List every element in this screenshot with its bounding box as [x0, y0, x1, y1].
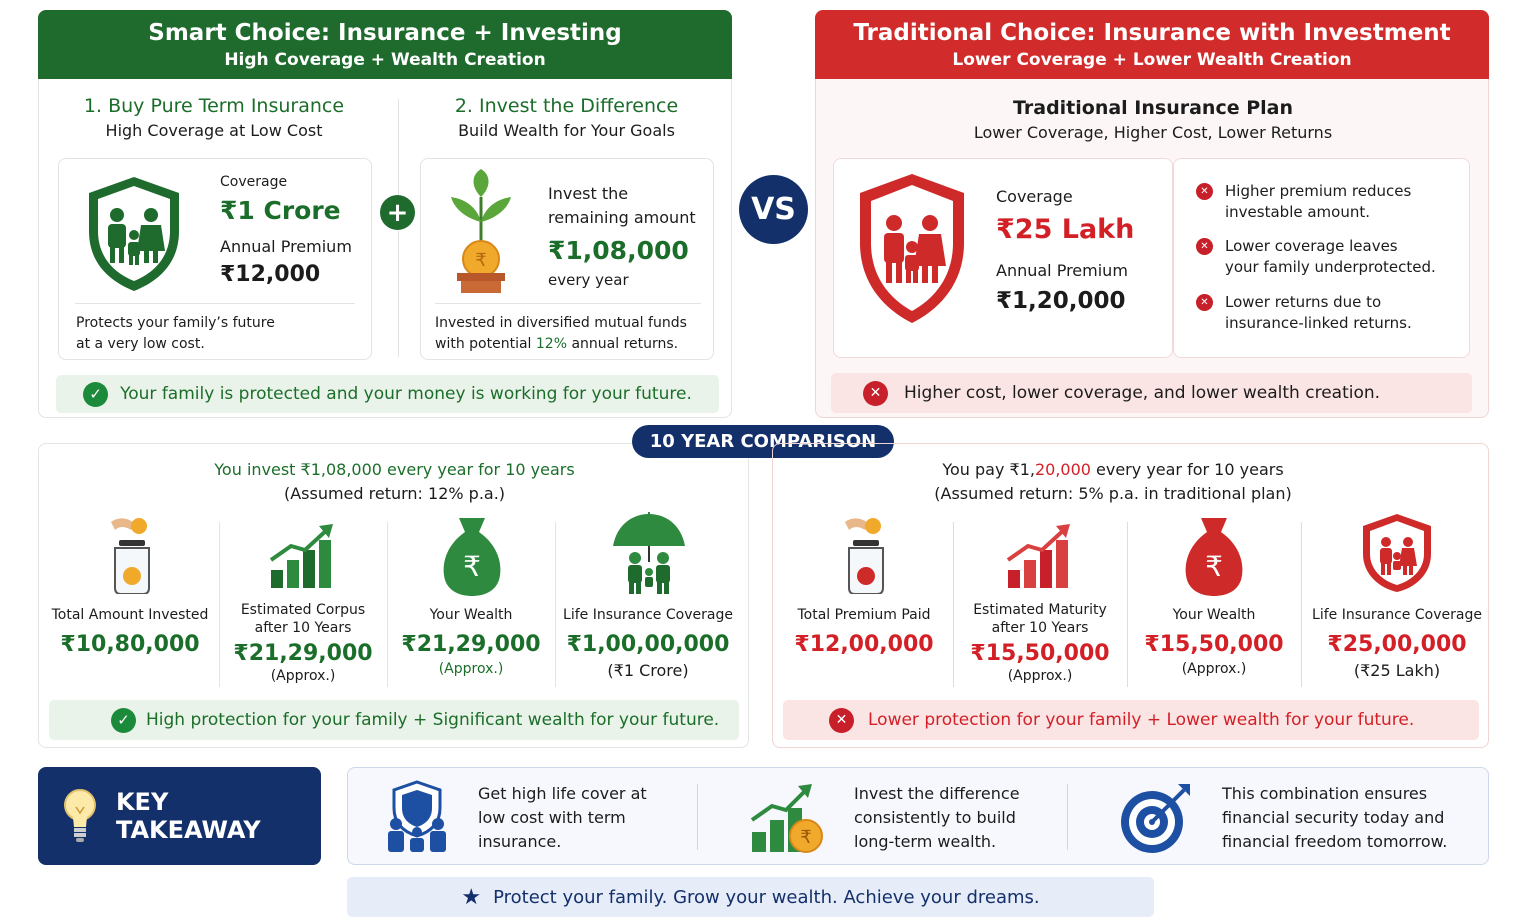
invest-amount: ₹1,08,000	[548, 236, 689, 265]
traditional-coverage-card	[833, 158, 1173, 358]
traditional-choice-panel	[815, 10, 1489, 418]
comparison-right-banner	[783, 700, 1479, 740]
metric-note: (Approx.)	[270, 668, 336, 684]
metric-label: Total Amount Invested	[51, 607, 209, 623]
money-bag-icon	[439, 516, 505, 596]
family-shield-blue-icon	[382, 780, 452, 852]
metric-label: Your Wealth	[429, 607, 513, 623]
target-icon	[1118, 780, 1194, 856]
plus-icon: +	[380, 195, 415, 230]
metric-note: (Approx.)	[1181, 661, 1247, 677]
traditional-banner	[831, 373, 1472, 413]
step2-subtitle: Build Wealth for Your Goals	[458, 121, 675, 140]
step1-subtitle: High Coverage at Low Cost	[105, 121, 323, 140]
step1-title: 1. Buy Pure Term Insurance	[83, 95, 345, 117]
growth-coin-icon	[748, 782, 828, 854]
takeaway-panel	[347, 767, 1489, 865]
takeaway-item: Invest the difference consistently to build long-term wealth.	[854, 784, 1020, 851]
coin-jar-red-icon	[839, 514, 891, 594]
smart-choice-header	[38, 10, 732, 79]
key-takeaway-box	[38, 767, 321, 865]
metric-value: ₹15,50,000	[970, 641, 1110, 666]
coin-jar-icon	[105, 514, 157, 594]
traditional-coverage-label: Coverage	[996, 187, 1073, 206]
term-note-line1: Protects your family’s future	[76, 315, 275, 331]
metric-label-line2: after 10 Years	[991, 620, 1089, 636]
traditional-coverage-value: ₹25 Lakh	[996, 214, 1135, 245]
takeaway-item: Get high life cover at low cost with term insurance.	[478, 784, 647, 851]
traditional-banner-text: Higher cost, lower coverage, and lower wealth creation.	[904, 383, 1381, 403]
comparison-left-banner	[49, 700, 739, 740]
metric-label: Life Insurance Coverage	[1312, 607, 1482, 623]
footer-banner	[347, 877, 1154, 917]
metric-label: Estimated Maturity	[973, 602, 1107, 618]
metric-label: Total Premium Paid	[797, 607, 931, 623]
smart-choice-banner-text: Your family is protected and your money is working for your future.	[120, 384, 692, 404]
star-icon: ★	[461, 884, 482, 910]
metric-label: Life Insurance Coverage	[563, 607, 733, 623]
growth-chart-red-icon	[1004, 524, 1074, 590]
smart-choice-panel	[38, 10, 732, 418]
metric-label-line2: after 10 Years	[254, 620, 352, 636]
term-premium-value: ₹12,000	[220, 262, 321, 287]
growth-chart-icon	[267, 524, 337, 590]
comparison-left-panel	[38, 443, 749, 748]
metric-value: ₹15,50,000	[1144, 632, 1284, 657]
metric-label: Your Wealth	[1172, 607, 1256, 623]
term-note-line2: at a very low cost.	[76, 336, 205, 352]
metric-note: (₹25 Lakh)	[1353, 661, 1441, 680]
lightbulb-icon	[62, 787, 98, 845]
family-shield-red-icon	[856, 171, 968, 325]
traditional-plan-title: Traditional Insurance Plan	[1013, 97, 1293, 119]
traditional-choice-subtitle: Lower Coverage + Lower Wealth Creation	[952, 49, 1352, 70]
metric-note: (Approx.)	[438, 661, 504, 677]
metric-value: ₹25,00,000	[1327, 632, 1467, 657]
invest-note-line1: Invested in diversified mutual funds	[435, 315, 687, 331]
comparison-label: 10 YEAR COMPARISON	[632, 425, 894, 458]
con-item: ✕ Lower returns due to insurance-linked returns.	[1196, 292, 1412, 334]
money-bag-red-icon	[1181, 516, 1247, 596]
key-takeaway-label: KEY TAKEAWAY	[115, 788, 261, 844]
comparison-left-line1: You invest ₹1,08,000 every year for 10 years	[214, 460, 575, 479]
footer-text: Protect your family. Grow your wealth. Achieve your dreams.	[493, 886, 1040, 908]
metric-note: (Approx.)	[1007, 668, 1073, 684]
traditional-plan-subtitle: Lower Coverage, Higher Cost, Lower Returns	[973, 123, 1333, 142]
cross-icon: ✕	[863, 381, 888, 406]
traditional-cons-card	[1173, 158, 1470, 358]
family-shield-icon	[81, 173, 187, 293]
metric-value: ₹21,29,000	[233, 641, 373, 666]
traditional-choice-header	[815, 10, 1489, 79]
umbrella-family-icon	[611, 512, 687, 594]
invest-label-line2: remaining amount	[548, 208, 696, 227]
invest-note-line2: with potential 12% annual returns.	[435, 336, 679, 352]
smart-choice-title: Smart Choice: Insurance + Investing	[148, 19, 622, 46]
svg-text:₹: ₹	[475, 250, 487, 271]
takeaway-item: This combination ensures financial security today and financial freedom tomorrow.	[1222, 784, 1448, 851]
term-insurance-card	[58, 158, 372, 360]
family-shield-red-small-icon	[1361, 512, 1433, 594]
metric-value: ₹10,80,000	[60, 632, 200, 657]
metric-value: ₹12,00,000	[794, 632, 934, 657]
term-premium-label: Annual Premium	[220, 237, 352, 256]
comparison-right-banner-text: Lower protection for your family + Lower wealth for your future.	[868, 710, 1415, 730]
smart-choice-banner	[56, 375, 719, 413]
svg-text:₹: ₹	[800, 827, 812, 848]
traditional-choice-title: Traditional Choice: Insurance with Investment	[853, 19, 1451, 46]
con-item: ✕ Lower coverage leaves your family underprotected.	[1196, 236, 1436, 278]
metric-value: ₹21,29,000	[401, 632, 541, 657]
traditional-premium-value: ₹1,20,000	[996, 288, 1126, 314]
smart-choice-subtitle: High Coverage + Wealth Creation	[224, 49, 546, 70]
cross-icon: ✕	[1196, 294, 1213, 311]
cross-icon: ✕	[829, 708, 854, 733]
check-icon: ✓	[83, 382, 108, 407]
con-item: ✕ Higher premium reduces investable amount.	[1196, 181, 1411, 223]
metric-label: Estimated Corpus	[240, 602, 366, 618]
comparison-right-panel	[772, 443, 1489, 748]
term-coverage-value: ₹1 Crore	[220, 196, 341, 225]
comparison-left-line2: (Assumed return: 12% p.a.)	[283, 484, 506, 503]
svg-text:₹: ₹	[1205, 550, 1223, 583]
money-plant-icon	[441, 167, 521, 295]
cross-icon: ✕	[1196, 238, 1213, 255]
traditional-premium-label: Annual Premium	[996, 261, 1128, 280]
invest-label-line1: Invest the	[548, 184, 629, 203]
invest-period: every year	[548, 271, 629, 289]
comparison-right-line1: You pay ₹1,20,000 every year for 10 years	[942, 460, 1284, 479]
term-coverage-label: Coverage	[220, 174, 288, 190]
comparison-left-banner-text: High protection for your family + Significant wealth for your future.	[146, 710, 720, 730]
svg-text:₹: ₹	[463, 550, 481, 583]
invest-difference-card	[420, 158, 714, 360]
step2-title: 2. Invest the Difference	[454, 95, 679, 117]
cross-icon: ✕	[1196, 183, 1213, 200]
metric-value: ₹1,00,00,000	[566, 632, 730, 657]
metric-note: (₹1 Crore)	[607, 661, 689, 680]
check-icon: ✓	[111, 708, 136, 733]
vs-badge: VS	[739, 175, 808, 244]
comparison-right-line2: (Assumed return: 5% p.a. in traditional plan)	[934, 484, 1292, 503]
